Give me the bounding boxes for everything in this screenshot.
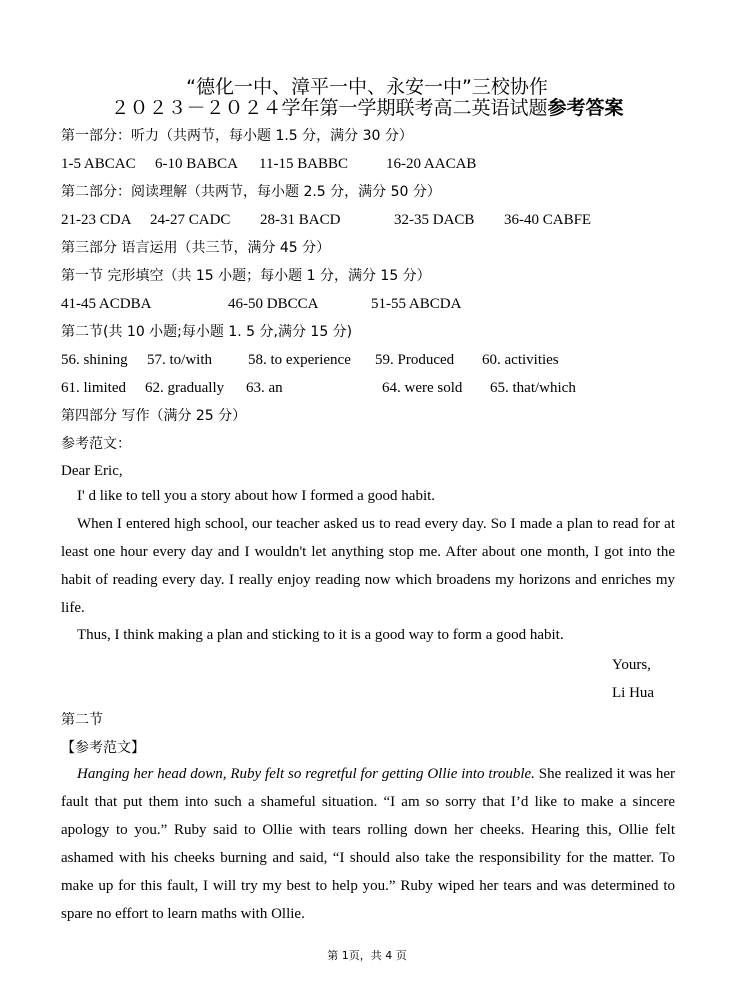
answer-item: 63. an [246,380,283,396]
answer-item: 58. to experience [248,352,351,368]
letter-paragraph: When I entered high school, our teacher asked us to read every day. So I made a plan to read for at least one hour every day and I wouldn't let anything stop me. After about one month, I got into the habit of reading every day. I really enjoy reading now which broadens my horizons and enriches my life. [61,516,675,616]
letter-signature: Li Hua [612,685,655,701]
answer-item: 56. shining [61,352,128,368]
answer-group: 1-5 ABCAC [61,156,136,172]
answer-group: 36-40 CABFE [504,212,592,228]
letter-closing: Yours, [612,657,651,673]
title-line-2 [0,96,734,120]
part3-section2-row1 [61,350,681,370]
answer-item: 61. limited [61,380,126,396]
answer-item: 62. gradually [145,380,225,396]
answer-item: 64. were sold [382,380,463,396]
answer-item: 57. to/with [147,352,213,368]
story-paragraph [61,760,675,928]
answer-group: 46-50 DBCCA [228,296,319,312]
answer-group: 11-15 BABBC [259,156,349,172]
title-line-2-bold: 参考答案 [547,97,624,119]
answer-group: 6-10 BABCA [155,156,238,172]
part2-answers [61,210,681,230]
answer-group: 24-27 CADC [150,212,231,228]
part3-section2-heading: 第二节(共 10 小题;每小题 1. 5 分,满分 15 分) [61,324,353,340]
answer-item: 59. Produced [375,352,455,368]
part2-heading: 第二部分：阅读理解（共两节，每小题 2.5 分，满分 50 分） [61,184,441,200]
part3-section1-answers [61,294,681,314]
answer-group: 21-23 CDA [61,212,132,228]
answer-item: 60. activities [482,352,559,368]
writing-section2-sample-label: 【参考范文】 [61,740,145,756]
writing-section2-label: 第二节 [61,712,103,728]
story-opening-sentence: Hanging her head down, Ruby felt so regretful for getting Ollie into trouble. [77,766,535,782]
answer-group: 51-55 ABCDA [371,296,462,312]
part1-answers [61,154,681,174]
part4-heading: 第四部分 写作（满分 25 分） [61,408,247,424]
part3-section1-heading: 第一节 完形填空（共 15 小题；每小题 1 分，满分 15 分） [61,268,431,284]
answer-item: 65. that/which [490,380,576,396]
part3-section2-row2 [61,378,681,398]
answer-group: 41-45 ACDBA [61,296,152,312]
page-number: 第 1页，共 4 页 [327,949,407,962]
answer-group: 32-35 DACB [394,212,475,228]
letter-paragraph: Thus, I think making a plan and sticking to it is a good way to form a good habit. [77,627,564,643]
letter-paragraph: I' d like to tell you a story about how I formed a good habit. [77,488,436,504]
sample-essay-label: 参考范文： [61,436,131,452]
story-continuation: She realized it was her fault that put them into such a shameful situation. “I am so sorry that I’d like to make a sincere apology to you.” Ruby said to Ollie with tears rolling down her cheeks. Hearing this, Ollie felt ashamed with his cheeks burning and said, “I should also take the responsibility for the matter. To make up for this fault, I will try my best to help you.” Ruby wiped her tears and was determined to spare no effort to learn maths with Ollie. [61,766,676,922]
answer-group: 28-31 BACD [260,212,341,228]
part3-heading: 第三部分 语言运用（共三节，满分 45 分） [61,240,331,256]
title-line-1: “德化一中、漳平一中、永安一中”三校协作 [186,76,548,98]
part1-heading: 第一部分：听力（共两节，每小题 1.5 分，满分 30 分） [61,128,413,144]
answer-group: 16-20 AACAB [386,156,477,172]
letter-salutation: Dear Eric, [61,463,123,479]
title-line-2-normal: ２０２３－２０２４学年第一学期联考高二英语试题 [110,97,548,119]
